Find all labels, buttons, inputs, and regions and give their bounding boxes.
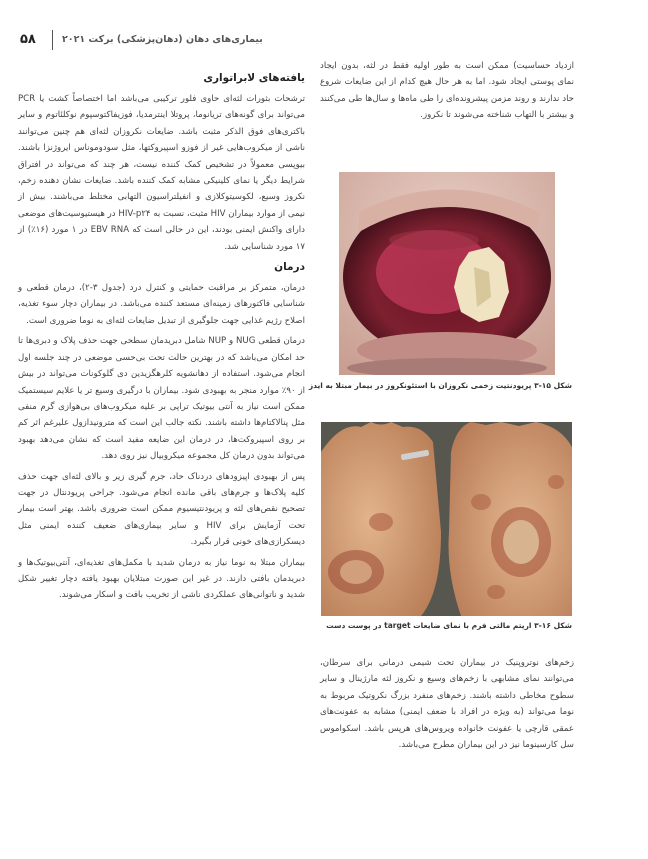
paragraph: ترشحات بثورات لثه‌ای حاوی فلور ترکیبی می‌باشد اما اختصاصاً کشت یا PCR می‌تواند برای گونه‌های تریانوما، پروتلا اینترمدیا، فوزیفاکتوسپوم نوکلئاتوم و سایر باکتری‌های فوق الذکر مثبت باشد. ضایعات نکروزان لثه‌ای هم چنین می‌توانند ناشی از میکروب‌هایی غیر از فوزو اسپیروکتها، مثل سودوموناس ایروژنزا باشند. بیوپسی معمولاً در تشخیص کمک کننده نیست، هر چند که می‌تواند در افتراق شرایط دیگر یا نمای کلینیکی مشابه کمک کننده باشد. ضایعات نشان دهنده زخم، نکروز وسیع، لکوسیتوکلازی و انفیلتراسیون التهابی مختلط می‌باشند. بیش از نیمی از موارد بیماران HIV مثبت، نسبت به HIV-p۲۴ در هیستیوسیت‌های موضعی دارای واکنش ایمنی بودند، این در حالی است که EBV RNA در ۱ مورد (۱۶٪) از ۱۷ مورد شناسایی شد. [18, 94, 305, 252]
oral-photo-illustration [339, 172, 555, 375]
paragraph: پس از بهبودی اپیزودهای دردناک حاد، جرم گیری زیر و بالای لثه‌ای جهت حذف کلیه پلاک‌ها و جرم‌های باقی مانده انجام می‌شود. جراحی پریودنتال در جهت تصحیح نقص‌های لثه و پریودنتیسیوم ممکن است ضروری باشد. بهتر است بیمار تحت آزمایش برای HIV و سایر بیماری‌های ضعیف کننده ایمنی مثل دیسکرازی‌های خونی قرار بگیرد. [18, 471, 305, 548]
header-divider [52, 30, 53, 50]
paragraph: بیماران مبتلا به نوما نیاز به درمان شدید با مکمل‌های تغذیه‌ای، آنتی‌بیوتیک‌ها و دبریدمان بافتی دارند. در غیر این صورت مبتلایان بهبود یافته دچار تغییر شکل شدید و ناتوانی‌های عملکردی ناشی از تخریب بافت و اسکار می‌شوند. [18, 557, 305, 601]
figure-1-caption: شکل ۱۵-۳ پریودنتیت زخمی نکروزان با استئونکروز در بیمار مبتلا به ایدز [308, 381, 572, 390]
figure-oral-necrosis-photo [339, 172, 555, 375]
section-heading-treatment: درمان [274, 261, 305, 274]
page-number: ۵۸ [20, 32, 36, 47]
right-column-bottom-text [320, 655, 574, 757]
paragraph: زخم‌های نوتروپنیک در بیماران تحت شیمی درمانی برای سرطان، می‌توانند نمای مشابهی با زخم‌های وسیع و نکروز لثه مارژینال و سایر سطوح مخاطی داشته باشند. زخم‌های منفرد بزرگ نکروتیک مربوط به نوما می‌تواند (به ویژه در افراد با ضعف ایمنی) مشابه به عفونت‌های عمقی قارچی یا عفونت خانواده ویروس‌های هرپس باشد. اسکواموس سل کارسینوما نیز در این بیماران مطرح می‌باشد. [320, 658, 574, 751]
hands-photo-illustration [321, 422, 572, 616]
paragraph: ازدیاد حساسیت) ممکن است به طور اولیه فقط در لثه، بدون ایجاد نمای پوستی ایجاد شود. اما به هر حال هیچ کدام از این ضایعات شروع حاد ندارند و روند مزمن پیشرونده‌ای را طی ماه‌ها و سال‌ها طی می‌کنند و بیشتر با التهاب شناخته می‌شوند تا نکروز. [320, 61, 574, 121]
figure-2-caption: شکل ۱۶-۳ اریتم مالتی فرم با نمای ضایعات target در پوست دست [326, 621, 572, 630]
figure-hands-photo [321, 422, 572, 616]
left-column [18, 68, 305, 608]
paragraph: درمان قطعی NUG و NUP شامل دبریدمان سطحی جهت حذف پلاک و دبری‌ها تا حد امکان می‌باشد که در بهترین حالت تحت بی‌حسی موضعی در چند جلسه اول انجام می‌شود. استفاده از دهانشویه کلرهگزیدین دی گلوکونات می‌تواند در بیش از ۹۰٪ موارد منجر به بهبودی شود. بیماران با درگیری وسیع تر یا علایم سیستمیک ممکن است نیاز به آنتی بیوتیک تراپی بر علیه میکروب‌های بی‌هوازی گرم منفی مثل پنالاکتام‌ها داشته باشند. نکته جالب این است که مترونیدازول علیرغم اثر کم بر روی اسپیروکت‌ها، در درمان این ضایعه مفید است که نشان می‌دهد بهبود می‌تواند بدون درمان کل مجموعه میکروبیال نیز روی دهد. [18, 336, 305, 462]
paragraph: درمان، متمرکز بر مراقبت حمایتی و کنترل درد (جدول ۳-۲)، درمان قطعی و شناسایی فاکتورهای زمینه‌ای مستعد کننده می‌باشد. در بیماران دچار سوء تغذیه، اصلاح رژیم غذایی جهت جلوگیری از تبدیل ضایعات لثه‌ای به نوما ضروری است. [18, 283, 305, 326]
running-header-title: بیماری‌های دهان (دهان‌پزشکی) برکت ۲۰۲۱ [62, 34, 263, 45]
section-heading-lab-findings: یافته‌های لابراتواری [203, 72, 305, 84]
right-column-top-text [320, 58, 574, 128]
